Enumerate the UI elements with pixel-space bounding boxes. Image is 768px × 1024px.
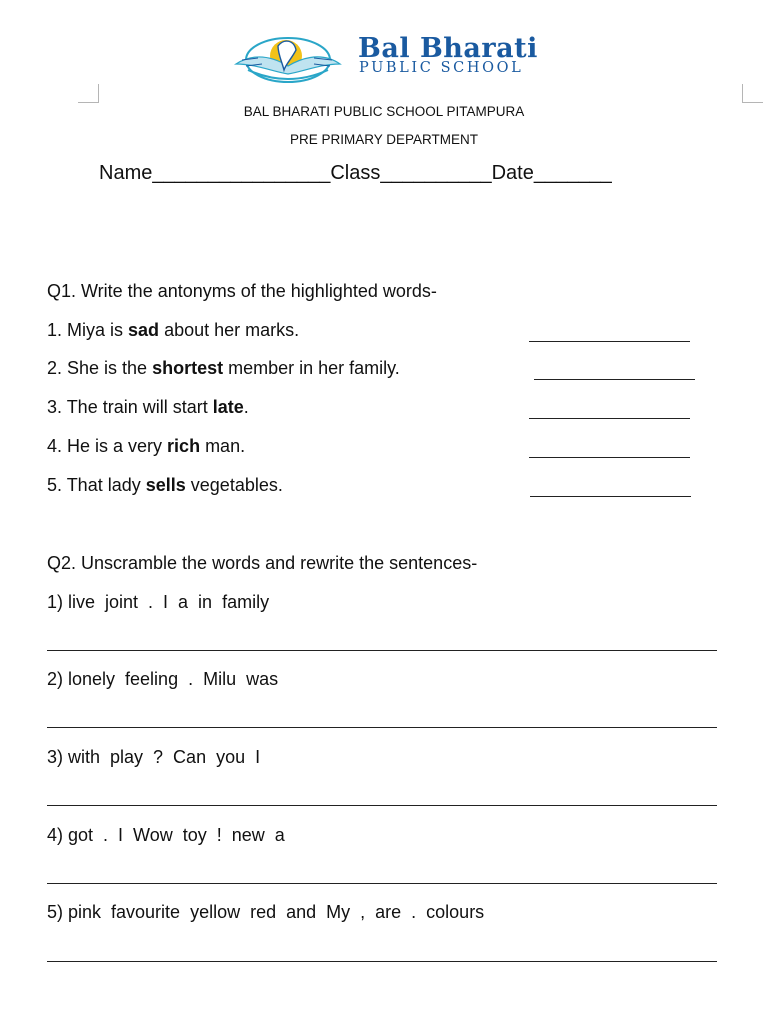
q1-item-text: 3. The train will start	[47, 397, 213, 417]
answer-line[interactable]	[47, 650, 717, 651]
q1-item	[47, 475, 283, 496]
date-label: Date	[491, 162, 534, 184]
q1-heading: Q1. Write the antonyms of the highlighted words-	[47, 281, 437, 301]
answer-blank[interactable]	[529, 457, 690, 458]
page-corner-mark-right	[742, 84, 763, 103]
q1-item	[47, 436, 245, 457]
q1-item-text: 2. She is the	[47, 358, 153, 378]
answer-line[interactable]	[47, 961, 717, 962]
q2-item: 5) pink favourite yellow red and My , are . colours	[47, 902, 485, 922]
name-blank[interactable]: ________________	[152, 162, 331, 184]
q1-item	[47, 320, 299, 341]
answer-blank[interactable]	[530, 496, 691, 497]
highlighted-word: sells	[145, 475, 186, 495]
answer-blank[interactable]	[534, 379, 695, 380]
q1-item	[47, 358, 400, 379]
answer-line[interactable]	[47, 805, 717, 806]
school-name-heading: BAL BHARATI PUBLIC SCHOOL PITAMPURA	[243, 104, 525, 119]
highlighted-word: sad	[128, 320, 160, 340]
q1-item-text: man.	[200, 436, 246, 456]
q2-heading: Q2. Unscramble the words and rewrite the sentences-	[47, 553, 478, 573]
highlighted-word: rich	[167, 436, 201, 456]
q1-item-text: about her marks.	[159, 320, 300, 340]
q2-item: 1) live joint . I a in family	[47, 592, 270, 612]
logo-title: Bal Bharati	[358, 33, 538, 64]
student-info-row	[99, 162, 612, 185]
q1-item-text: 1. Miya is	[47, 320, 129, 340]
answer-blank[interactable]	[529, 341, 690, 342]
school-logo	[228, 30, 573, 90]
answer-line[interactable]	[47, 727, 717, 728]
q2-item: 4) got . I Wow toy ! new a	[47, 825, 285, 845]
bird-emblem-icon	[228, 30, 348, 90]
q1-item-text: member in her family.	[223, 358, 400, 378]
date-blank[interactable]: _______	[533, 162, 612, 184]
class-label: Class	[330, 162, 381, 184]
logo-subtitle: PUBLIC SCHOOL	[359, 60, 524, 76]
q2-item: 3) with play ? Can you I	[47, 747, 261, 767]
highlighted-word: shortest	[152, 358, 224, 378]
page-corner-mark-left	[78, 84, 99, 103]
class-blank[interactable]: __________	[380, 162, 492, 184]
q1-item-text: 5. That lady	[47, 475, 146, 495]
department-heading: PRE PRIMARY DEPARTMENT	[289, 132, 479, 147]
highlighted-word: late	[212, 397, 244, 417]
q1-item-text: .	[243, 397, 249, 417]
q1-item	[47, 397, 249, 418]
q2-item: 2) lonely feeling . Milu was	[47, 669, 279, 689]
answer-line[interactable]	[47, 883, 717, 884]
q1-item-text: 4. He is a very	[47, 436, 168, 456]
answer-blank[interactable]	[529, 418, 690, 419]
name-label: Name	[99, 162, 153, 184]
q1-item-text: vegetables.	[185, 475, 283, 495]
